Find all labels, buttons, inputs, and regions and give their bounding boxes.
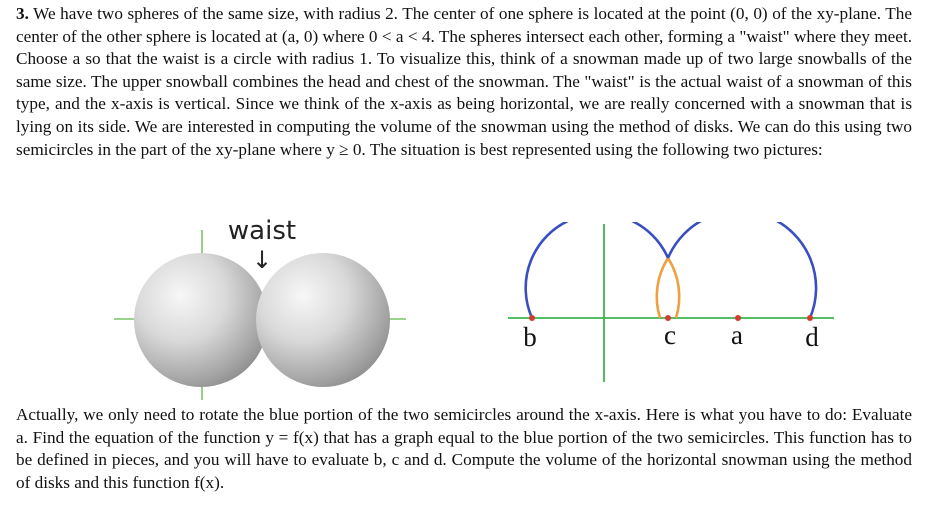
waist-label: waist [227,216,297,246]
intro-line-8: method of disks. We can do this using two semicircles in the part of the xy-plane where y ≥ 0. The situation [16,116,912,159]
tail-line-3: portion of the two semicircles. This function has to be defined in pieces, and you will have to evaluate b, c [16,427,912,470]
label-c: c [664,320,676,350]
intro-line-7: snowman that is lying on its side. We are interested in computing the volume of the snowman using the [16,94,913,136]
problem-number: 3. [16,4,29,23]
blue-arc-left [526,222,668,318]
tail-line-4: and d. Compute the volume of the horizontal snowman using the method of disks and this function f(x). [16,450,912,492]
right-sphere [256,253,390,387]
point-d [807,315,813,321]
point-b [529,315,535,321]
label-b: b [523,322,537,352]
intro-line-3: intersect each other, forming a "waist" where they meet. Choose a so that the waist is a circle with radius 1. [16,26,913,69]
orange-arc-right [668,258,679,318]
intro-line-5: combines the head and chest of the snowman. The "waist" is the actual waist of a snowman of this type, [16,71,912,114]
intro-line-1: We have two spheres of the same size, with radius 2. The center of one sphere is located at the point [33,4,726,23]
intro-line-4: To visualize this, think of a snowman made up of two large snowballs of the same size. The upper snowball [16,49,912,91]
intro-line-9: is best represented using the following two pictures: [464,139,823,159]
orange-arc-left [657,258,668,318]
blue-arc-right [668,222,816,318]
snowman-figure [112,212,412,404]
label-d: d [805,322,819,352]
tail-line-1: Actually, we only need to rotate the blue portion of the two semicircles around the x-axis. Here is what [16,405,734,424]
intro-paragraph [16,3,912,161]
intro-line-6: and the x-axis is vertical. Since we think of the x-axis as being horizontal, we are really concerned with a [55,94,794,114]
tail-line-2: you have to do: Evaluate a. Find the equation of the function y = f(x) that has a graph equal to the blue [16,405,912,447]
tail-paragraph [16,404,912,494]
semicircle-figure [508,222,838,384]
waist-arrow-icon: ↓ [251,246,273,274]
label-a: a [731,320,743,350]
left-sphere [134,253,268,387]
intro-line-2: (0, 0) of the xy-plane. The center of the other sphere is located at (a, 0) where 0 < a < 4. The spheres [16,4,912,46]
